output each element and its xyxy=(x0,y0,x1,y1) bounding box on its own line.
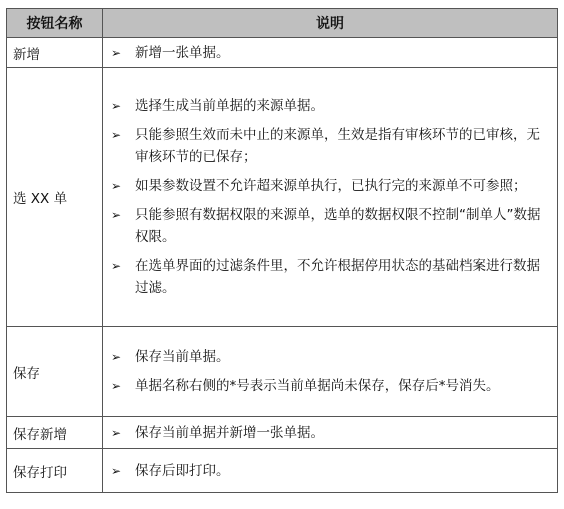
row-button-name: 保存打印 xyxy=(7,449,103,493)
row-button-name: 选 XX 单 xyxy=(7,68,103,327)
list-item: ➢ 保存当前单据并新增一张单据。 xyxy=(103,420,557,446)
list-item: ➢ 在选单界面的过滤条件里，不允许根据停用状态的基础档案进行数据过滤。 xyxy=(103,253,557,301)
arrow-bullet-icon: ➢ xyxy=(111,425,122,440)
table-row xyxy=(7,68,558,327)
arrow-bullet-icon: ➢ xyxy=(111,259,122,273)
arrow-bullet-icon: ➢ xyxy=(111,350,122,364)
arrow-bullet-icon: ➢ xyxy=(111,179,122,193)
arrow-bullet-icon: ➢ xyxy=(111,99,122,113)
list-item: ➢ 单据名称右侧的*号表示当前单据尚未保存，保存后*号消失。 xyxy=(103,373,557,399)
button-description-table xyxy=(6,8,558,493)
row-description xyxy=(103,417,558,449)
row-button-name: 新增 xyxy=(7,38,103,68)
row-button-name: 保存新增 xyxy=(7,417,103,449)
list-item: ➢ 新增一张单据。 xyxy=(103,40,557,66)
row-description xyxy=(103,38,558,68)
row-description xyxy=(103,449,558,493)
table-header-row xyxy=(7,9,558,38)
header-description: 说明 xyxy=(103,9,558,38)
table-row xyxy=(7,327,558,417)
list-item: ➢ 保存当前单据。 xyxy=(103,344,557,370)
arrow-bullet-icon: ➢ xyxy=(111,208,122,222)
table-row xyxy=(7,417,558,449)
arrow-bullet-icon: ➢ xyxy=(111,379,122,393)
table-row xyxy=(7,449,558,493)
arrow-bullet-icon: ➢ xyxy=(111,128,122,142)
table-row xyxy=(7,38,558,68)
list-item: ➢ 如果参数设置不允许超来源单执行，已执行完的来源单不可参照； xyxy=(103,173,557,199)
header-button-name: 按钮名称 xyxy=(7,9,103,38)
list-item: ➢ 只能参照生效而未中止的来源单，生效是指有审核环节的已审核，无审核环节的已保存； xyxy=(103,122,557,170)
arrow-bullet-icon: ➢ xyxy=(111,45,122,60)
arrow-bullet-icon: ➢ xyxy=(111,463,122,478)
row-description xyxy=(103,68,558,327)
row-description xyxy=(103,327,558,417)
list-item: ➢ 只能参照有数据权限的来源单，选单的数据权限不控制“制单人”数据权限。 xyxy=(103,202,557,250)
list-item: ➢ 保存后即打印。 xyxy=(103,458,557,484)
row-button-name: 保存 xyxy=(7,327,103,417)
list-item: ➢ 选择生成当前单据的来源单据。 xyxy=(103,93,557,119)
